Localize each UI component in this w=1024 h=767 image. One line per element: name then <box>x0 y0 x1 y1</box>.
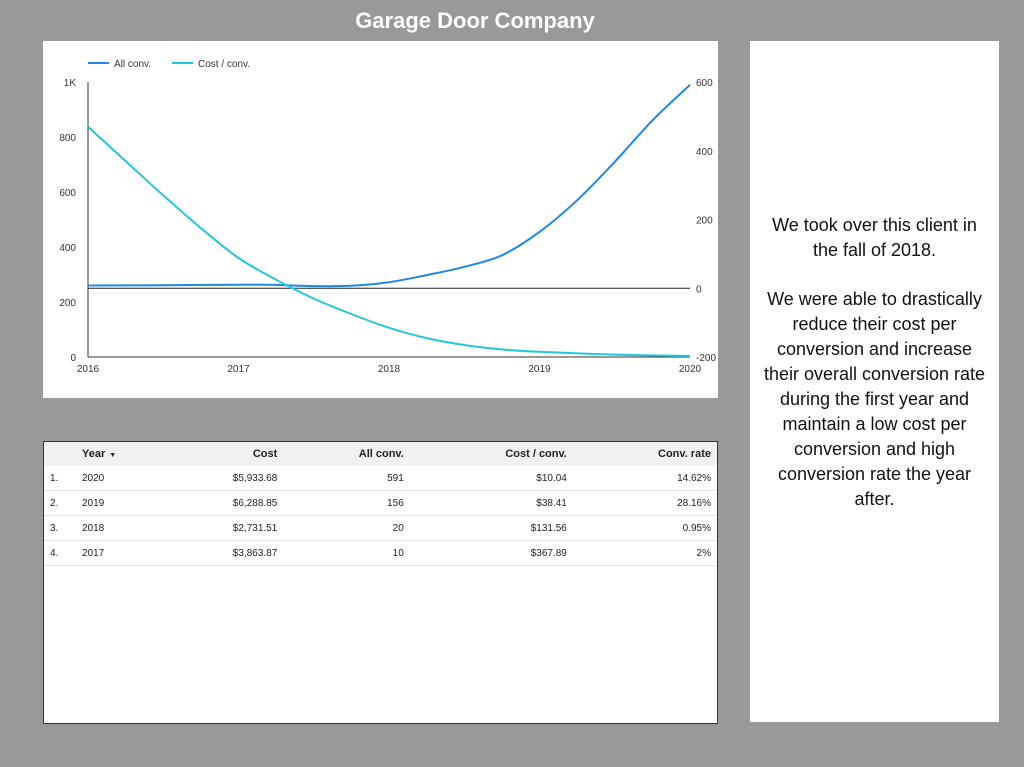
cell-cost: $6,288.85 <box>158 491 283 516</box>
cell-cost-per-conv: $131.56 <box>410 516 573 541</box>
table-row <box>44 466 717 491</box>
data-table <box>43 441 718 724</box>
series-line-all-conv <box>88 85 690 286</box>
y-right-tick-label: -200 <box>696 353 717 364</box>
sort-descending-icon[interactable]: ▼ <box>109 452 117 459</box>
y-left-tick-label: 400 <box>59 243 76 254</box>
cell-all-conv: 20 <box>283 516 409 541</box>
y-left-tick-label: 600 <box>59 188 76 199</box>
cell-cost: $2,731.51 <box>158 516 283 541</box>
column-header-conv-rate[interactable]: Conv. rate <box>658 448 711 460</box>
page-title: Garage Door Company <box>355 8 595 33</box>
cell-all-conv: 591 <box>283 466 409 491</box>
legend-label: All conv. <box>114 59 152 70</box>
chart-svg <box>43 41 718 398</box>
row-number: 3. <box>44 516 76 541</box>
legend-label: Cost / conv. <box>198 59 251 70</box>
cell-year: 2018 <box>76 516 158 541</box>
commentary-panel <box>750 41 999 722</box>
cell-cost: $3,863.87 <box>158 541 283 566</box>
table-row <box>44 516 717 541</box>
row-number-header <box>44 442 76 466</box>
cell-all-conv: 10 <box>283 541 409 566</box>
y-right-tick-label: 600 <box>696 78 713 89</box>
y-right-tick-label: 400 <box>696 146 713 158</box>
series-line-cost-per-conv <box>88 127 690 356</box>
y-left-tick-label: 1K <box>63 78 76 89</box>
cell-year: 2017 <box>76 541 158 566</box>
cell-cost-per-conv: $10.04 <box>410 466 573 491</box>
table-row <box>44 541 717 566</box>
table-row <box>44 491 717 516</box>
cell-cost: $5,933.68 <box>158 466 283 491</box>
y-right-tick-label: 0 <box>696 284 702 296</box>
cell-conv-rate: 14.62% <box>573 466 717 491</box>
column-header-all-conv[interactable]: All conv. <box>358 448 404 460</box>
commentary-paragraph-1: We took over this client in the fall of 2018. <box>772 215 977 260</box>
x-tick-label: 2019 <box>528 364 551 375</box>
x-tick-label: 2020 <box>678 364 702 375</box>
cell-cost-per-conv: $367.89 <box>410 541 573 566</box>
commentary-paragraph-2: We were able to drastically reduce their cost per conversion and increase their overall conversion rate during the first year and maintain a low cost per conversion and high conversion rate the year after. <box>763 289 986 509</box>
row-number: 4. <box>44 541 76 566</box>
column-header-cost[interactable]: Cost <box>252 448 278 460</box>
row-number: 2. <box>44 491 76 516</box>
y-left-tick-label: 200 <box>59 298 76 309</box>
x-tick-label: 2017 <box>227 364 250 375</box>
cell-year: 2019 <box>76 491 158 516</box>
x-tick-label: 2018 <box>377 364 401 375</box>
column-header-year-label: Year <box>82 448 106 460</box>
y-left-tick-label: 800 <box>59 133 76 144</box>
y-right-tick-label: 200 <box>696 215 713 227</box>
cell-conv-rate: 0.95% <box>573 516 717 541</box>
column-header-cost-per-conv[interactable]: Cost / conv. <box>505 448 567 460</box>
cell-all-conv: 156 <box>283 491 409 516</box>
cell-cost-per-conv: $38.41 <box>410 491 573 516</box>
table-header-row <box>44 442 717 466</box>
cell-conv-rate: 28.16% <box>573 491 717 516</box>
y-left-tick-label: 0 <box>70 353 76 364</box>
x-tick-label: 2016 <box>76 364 100 375</box>
row-number: 1. <box>44 466 76 491</box>
cell-year: 2020 <box>76 466 158 491</box>
cell-conv-rate: 2% <box>573 541 717 566</box>
line-chart <box>43 41 718 398</box>
column-header-year[interactable] <box>76 442 158 466</box>
